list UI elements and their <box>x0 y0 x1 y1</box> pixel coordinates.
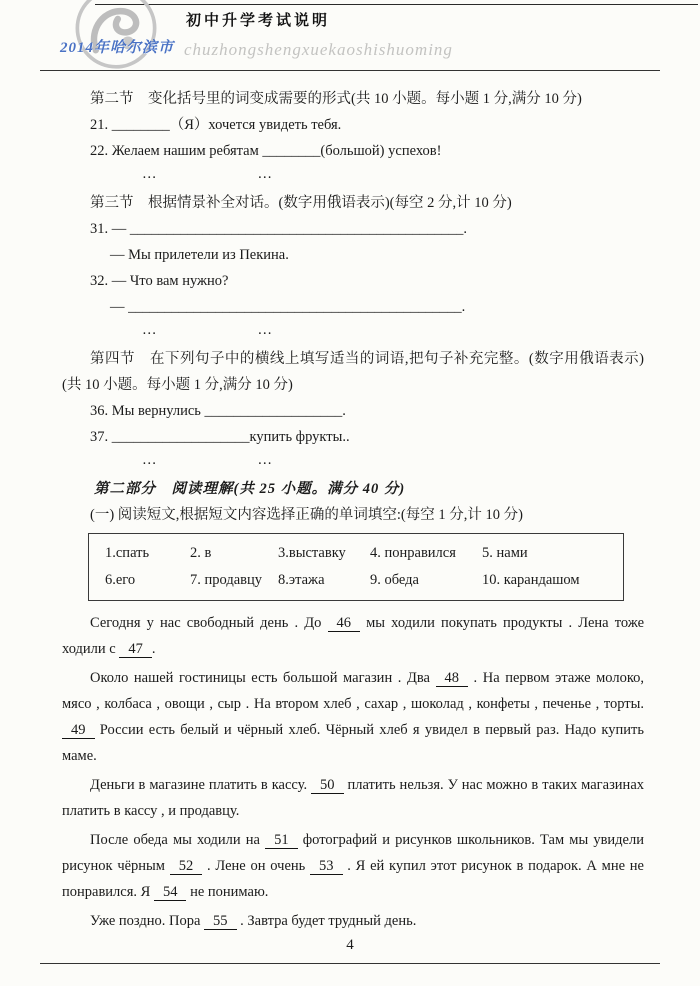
ellipsis-row: … … <box>142 322 274 338</box>
wordbank-option: 8.этажа <box>278 572 325 588</box>
exam-content <box>62 86 644 934</box>
blank-46: 46 <box>328 615 361 632</box>
question-32: 32. — Что вам нужно? <box>90 273 229 289</box>
reading-instruction: (一) 阅读短文,根据短文内容选择正确的单词填空:(每空 1 分,计 10 分) <box>90 507 523 523</box>
bottom-rule <box>40 963 660 964</box>
blank-48: 48 <box>436 670 469 687</box>
question-32-reply: — ______________________________________________. <box>110 299 466 315</box>
blank-55: 55 <box>204 913 237 930</box>
blank-50: 50 <box>311 777 344 794</box>
wordbank-option: 7. продавцу <box>190 572 263 588</box>
passage-paragraph: Деньги в магазине платить в кассу. 50 платить нельзя. У нас можно в таких магазинах платить в кассу , и продавцу. <box>62 777 645 819</box>
ellipsis-row: … … <box>142 452 274 468</box>
pinyin-subtitle: chuzhongshengxuekaoshishuoming <box>184 40 453 59</box>
part2-heading: 第二部分 阅读理解(共 25 小题。满分 40 分) <box>94 481 406 497</box>
question-36: 36. Мы вернулись ___________________. <box>90 403 346 419</box>
wordbank-row <box>105 567 615 594</box>
section3-heading: 第三节 根据情景补全对话。(数字用俄语表示)(每空 2 分,计 10 分) <box>90 195 512 211</box>
blank-47: 47 <box>119 641 152 658</box>
wordbank-option: 6.его <box>105 572 136 588</box>
passage-paragraph: После обеда мы ходили на 51 фотографий и рисунков школьников. Там мы увидели рисунок чёрным 52 . Лене он очень 53 . Я ей купил этот рисунок в подарок. А мне не понравился. Я 54 не понимаю. <box>62 832 644 900</box>
ellipsis-row: … … <box>142 166 274 182</box>
wordbank-row <box>105 540 615 567</box>
wordbank-option: 4. понравился <box>370 545 456 561</box>
wordbank-option: 9. обеда <box>370 572 419 588</box>
word-bank-table <box>88 533 624 601</box>
reading-passage <box>62 610 644 934</box>
passage-paragraph: Уже поздно. Пора 55 . Завтра будет трудный день. <box>90 913 417 929</box>
blank-54: 54 <box>154 884 187 901</box>
wordbank-option: 10. карандашом <box>482 572 580 588</box>
blank-52: 52 <box>170 858 203 875</box>
question-37: 37. ___________________купить фрукты.. <box>90 429 350 445</box>
question-31: 31. — ______________________________________________. <box>90 221 467 237</box>
question-22: 22. Желаем нашим ребятам ________(большой) успехов! <box>90 143 442 159</box>
city-year-label: 2014年哈尔滨市 <box>60 40 175 56</box>
wordbank-option: 3.выставку <box>278 545 346 561</box>
top-rule <box>95 4 698 5</box>
passage-paragraph: Сегодня у нас свободный день . До 46 мы ходили покупать продукты . Лена тоже ходили с 47 . <box>62 615 645 657</box>
question-31-reply: — Мы прилетели из Пекина. <box>110 247 289 263</box>
question-21: 21. ________（Я）хочется увидеть тебя. <box>90 117 342 133</box>
section2-heading: 第二节 变化括号里的词变成需要的形式(共 10 小题。每小题 1 分,满分 10 分) <box>90 91 582 107</box>
exam-title: 初中升学考试说明 <box>186 13 331 29</box>
wordbank-option: 1.спать <box>105 545 150 561</box>
blank-51: 51 <box>265 832 298 849</box>
page-number: 4 <box>346 937 354 953</box>
section4-heading: 第四节 在下列句子中的横线上填写适当的词语,把句子补充完整。(数字用俄语表示)(共 10 小题。每小题 1 分,满分 10 分) <box>62 351 644 393</box>
blank-53: 53 <box>310 858 343 875</box>
wordbank-option: 2. в <box>190 545 212 561</box>
passage-paragraph: Около нашей гостиницы есть большой магазин . Два 48 . На первом этаже молоко, мясо , колбаса , овощи , сыр . На втором хлеб , сахар , шоколад , конфеты , печенье , торты. 49 России есть белый и чёрный хлеб. Чёрный хлеб я увидел в первый раз. Надо купить маме. <box>62 670 645 764</box>
wordbank-option: 5. нами <box>482 545 528 561</box>
blank-49: 49 <box>62 722 95 739</box>
